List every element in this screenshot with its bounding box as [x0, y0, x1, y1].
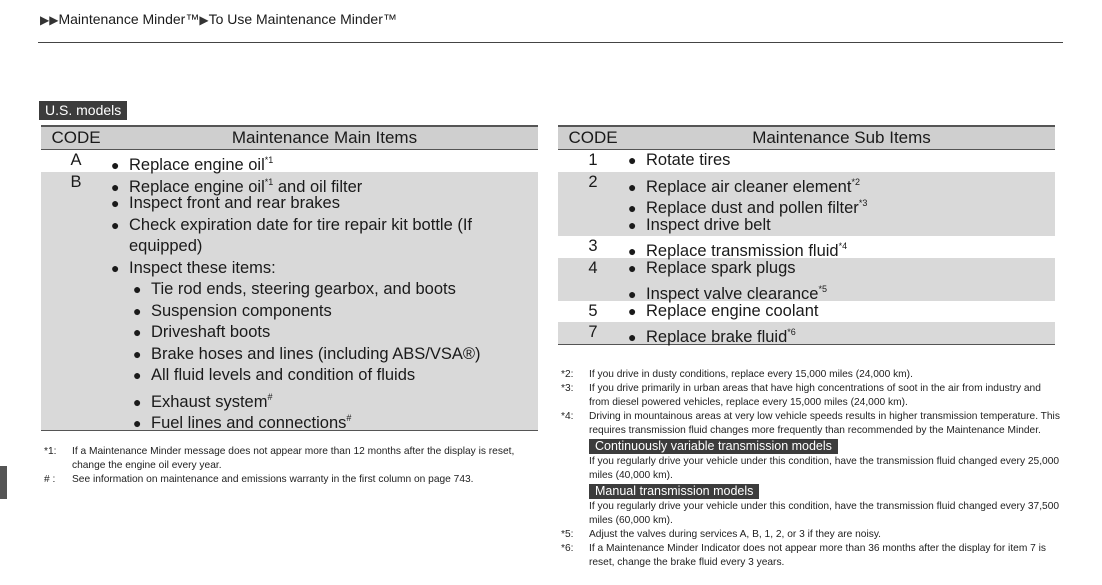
breadcrumb-item-maintenance-minder[interactable]: Maintenance Minder™ — [58, 11, 200, 27]
bullet-icon: ● — [628, 302, 637, 319]
item-text: Fuel lines and connections — [151, 414, 347, 432]
footnote — [44, 445, 544, 473]
footnote — [561, 368, 1061, 382]
list-item — [111, 150, 538, 172]
item-text: Driveshaft boots — [151, 323, 271, 341]
footnote — [561, 542, 1061, 570]
header-divider — [38, 42, 1063, 43]
footnote-ref: *1 — [264, 176, 274, 187]
sub-items-table — [558, 125, 1055, 345]
item-text: Inspect front and rear brakes — [129, 194, 340, 212]
items-cell — [628, 236, 1055, 258]
sub-list-item — [133, 365, 538, 387]
footnote-ref: *2 — [851, 176, 860, 187]
items-cell — [111, 150, 538, 172]
footnote-text: Driving in mountainous areas at very low vehicle speeds results in higher transmission temperature. This requires transmission fluid changes more frequently than recommended by the Maintenance Minder. — [589, 411, 1060, 436]
item-text: Replace transmission fluid — [646, 242, 839, 260]
code-cell: 3 — [588, 237, 598, 255]
bullet-icon: ● — [628, 178, 637, 195]
bullet-icon: ● — [628, 329, 637, 345]
bullet-icon: ● — [133, 367, 142, 383]
cvt-models-tag: Continuously variable transmission models — [589, 439, 838, 454]
code-cell: A — [70, 151, 82, 169]
table-row — [558, 322, 1055, 344]
list-item — [628, 301, 1055, 323]
bullet-icon: ● — [628, 259, 637, 276]
footnote-ref: # — [267, 391, 273, 402]
item-text: Replace engine coolant — [646, 301, 819, 320]
bullet-icon: ● — [628, 243, 637, 259]
manual-models-tag: Manual transmission models — [589, 484, 759, 499]
bullet-icon: ● — [111, 216, 120, 233]
code-cell: 7 — [558, 322, 628, 344]
list-item — [628, 193, 1055, 215]
bullet-icon: ● — [133, 302, 142, 319]
column-header-code: CODE — [558, 126, 628, 150]
item-text: Rotate tires — [646, 151, 731, 169]
footnote-mark: *3: — [561, 383, 574, 394]
list-item — [628, 258, 1055, 280]
code-cell: 5 — [588, 301, 598, 320]
item-text: Inspect drive belt — [646, 215, 771, 234]
footnote-ref: *5 — [818, 284, 827, 294]
sub-list-item — [133, 344, 538, 366]
bullet-icon: ● — [111, 157, 120, 173]
list-item-continuation — [111, 236, 538, 258]
items-cell — [628, 258, 1055, 301]
main-items-table — [41, 125, 538, 431]
double-arrow-icon: ▶▶ — [40, 13, 59, 27]
sub-list-item — [133, 408, 538, 430]
sub-list-item — [133, 301, 538, 323]
list-item — [628, 279, 1055, 301]
footnote-mark: *5: — [561, 529, 574, 540]
item-text: Inspect these items: — [129, 258, 276, 277]
footnote-text: If a Maintenance Minder Indicator does not appear more than 36 months after the display for item 7 is reset, change the brake fluid every 3 years. — [589, 543, 1046, 568]
breadcrumb — [40, 11, 397, 27]
footnote-ref: *6 — [787, 327, 796, 337]
cvt-text: If you regularly drive your vehicle under this condition, have the transmission fluid changed every 25,000 miles (40,000 km). — [589, 456, 1060, 481]
item-text: Suspension components — [151, 301, 332, 320]
footnote-ref: *3 — [858, 198, 868, 208]
bullet-icon: ● — [628, 286, 637, 302]
footnote-mark: *2: — [561, 369, 574, 380]
list-item — [111, 258, 538, 280]
item-text: Check expiration date for tire repair kit bottle (If — [129, 215, 472, 234]
item-text: Replace air cleaner element — [646, 177, 852, 196]
bullet-icon: ● — [133, 393, 142, 410]
list-item — [628, 215, 1055, 237]
footnote-mark: *6: — [561, 543, 574, 554]
code-cell: 1 — [588, 151, 598, 169]
column-header-code: CODE — [41, 126, 111, 150]
sub-list-item — [133, 279, 538, 301]
item-text: Replace spark plugs — [646, 258, 796, 277]
bullet-icon: ● — [628, 200, 637, 216]
footnote-text: If you drive in dusty conditions, replace every 15,000 miles (24,000 km). — [589, 369, 913, 380]
footnote-text: If you drive primarily in urban areas that have high concentrations of soot in the air from industry and from diesel powered vehicles, replace every 15,000 miles (24,000 km). — [589, 383, 1041, 408]
sub-list-item — [133, 322, 538, 344]
bullet-icon: ● — [628, 152, 637, 168]
footnote-mark: *1: — [44, 446, 57, 457]
list-item — [628, 172, 1055, 194]
footnote — [44, 473, 544, 487]
arrow-icon: ▶ — [199, 13, 209, 27]
item-text: and oil filter — [273, 177, 363, 196]
bullet-icon: ● — [628, 216, 637, 233]
footnote-ref: *4 — [838, 241, 848, 251]
list-item — [111, 193, 538, 215]
bullet-icon: ● — [111, 178, 120, 195]
footnote-text: Adjust the valves during services A, B, 1, 2, or 3 if they are noisy. — [589, 529, 881, 540]
footnotes-left — [44, 445, 544, 487]
bullet-icon: ● — [111, 195, 120, 211]
footnote — [561, 528, 1061, 542]
column-header-main-items: Maintenance Main Items — [111, 126, 538, 150]
item-text: Brake hoses and lines (including ABS/VSA®) — [151, 344, 481, 363]
code-cell: 4 — [558, 258, 628, 301]
bullet-icon: ● — [133, 281, 142, 297]
table-row — [558, 258, 1055, 301]
footnote-ref: # — [346, 413, 352, 423]
item-text: Replace engine oil — [129, 156, 265, 174]
footnote-mark: *4: — [561, 411, 574, 422]
items-cell — [111, 172, 538, 431]
table-row — [558, 301, 1055, 323]
list-item — [628, 322, 1055, 344]
table-row — [558, 150, 1055, 172]
item-text: Exhaust system — [151, 392, 268, 411]
table-row — [558, 172, 1055, 237]
footnote — [561, 410, 1061, 528]
table-row — [41, 150, 538, 172]
list-item — [111, 215, 538, 237]
item-text: equipped) — [129, 237, 203, 255]
bullet-icon: ● — [133, 415, 142, 431]
items-cell — [628, 322, 1055, 344]
sub-list-item — [133, 387, 538, 409]
item-text: Replace engine oil — [129, 177, 265, 196]
footnote-text: See information on maintenance and emissions warranty in the first column on page 743. — [72, 474, 474, 485]
list-item — [628, 150, 1055, 172]
items-cell — [628, 150, 1055, 172]
table-row — [41, 172, 538, 431]
footnote — [561, 382, 1061, 410]
code-cell: 2 — [558, 172, 628, 237]
footnote-text: If a Maintenance Minder message does not appear more than 12 months after the display is reset, change the engine oil every year. — [72, 446, 515, 471]
item-text: Inspect valve clearance — [646, 285, 819, 303]
bullet-icon: ● — [133, 345, 142, 362]
item-text: All fluid levels and condition of fluids — [151, 366, 416, 384]
footnotes-right — [561, 368, 1061, 570]
list-item — [628, 236, 1055, 258]
item-text: Replace dust and pollen filter — [646, 199, 859, 217]
table-row — [558, 236, 1055, 258]
items-cell — [628, 172, 1055, 237]
chapter-edge-tab — [0, 466, 7, 499]
list-item — [111, 172, 538, 194]
breadcrumb-item-to-use[interactable]: To Use Maintenance Minder™ — [208, 11, 397, 27]
models-tag: U.S. models — [39, 101, 127, 120]
item-text: Tie rod ends, steering gearbox, and boots — [151, 280, 456, 298]
footnote-ref: *1 — [264, 155, 274, 165]
sub-list — [111, 279, 538, 430]
manual-text: If you regularly drive your vehicle under this condition, have the transmission fluid changed every 37,500 miles (60,000 km). — [589, 501, 1060, 526]
column-header-sub-items: Maintenance Sub Items — [628, 126, 1055, 150]
bullet-icon: ● — [111, 259, 120, 276]
code-cell: B — [41, 172, 111, 431]
table-header-row — [41, 126, 538, 150]
item-text: Replace brake fluid — [646, 328, 788, 346]
items-cell — [628, 301, 1055, 323]
bullet-icon: ● — [133, 324, 142, 340]
footnote-mark: # : — [44, 474, 56, 485]
table-header-row — [558, 126, 1055, 150]
